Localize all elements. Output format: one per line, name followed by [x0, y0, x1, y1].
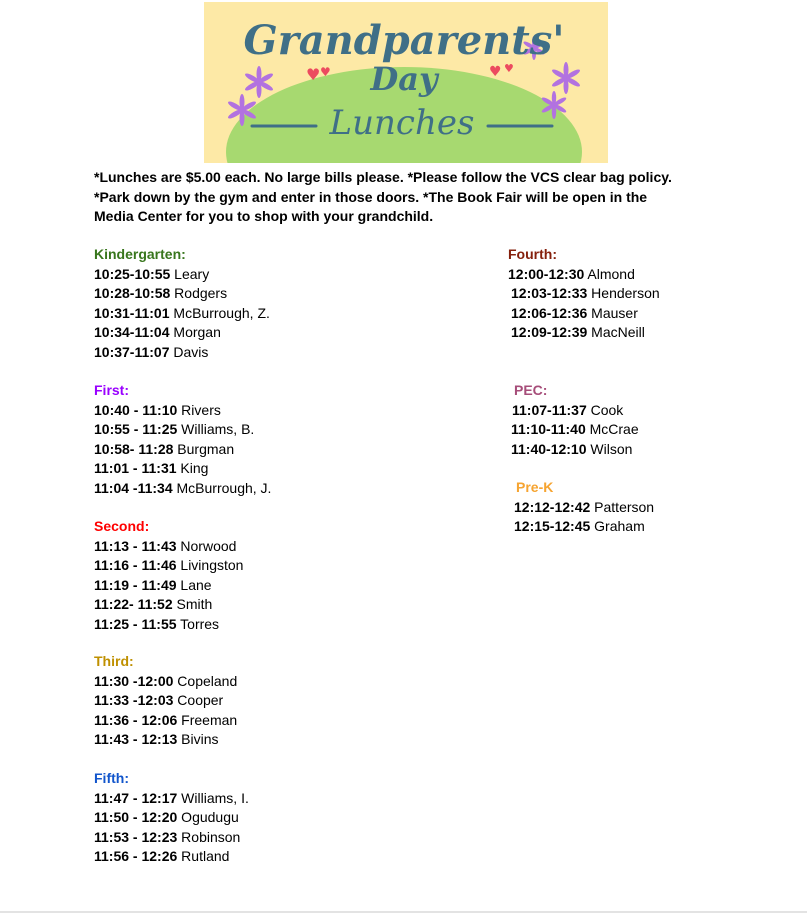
- time-slot: 12:03-12:33: [511, 285, 588, 301]
- time-slot: 11:07-11:37: [512, 401, 587, 418]
- teacher-name: Patterson: [590, 498, 655, 515]
- time-slot: 11:56 - 12:26: [94, 848, 178, 864]
- schedule-row: [511, 401, 639, 421]
- flower-icon: [551, 62, 581, 94]
- time-slot: 11:33 -12:03: [94, 692, 174, 708]
- banner-lunches: Lunches: [329, 103, 475, 143]
- teacher-name: McCrae: [585, 421, 639, 437]
- teacher-name: Lane: [176, 576, 212, 593]
- time-slot: 10:58- 11:28: [94, 440, 174, 457]
- teacher-name: Ogudugu: [177, 809, 239, 825]
- schedule-row: [94, 265, 270, 285]
- heart-icon: ♥: [489, 64, 502, 80]
- teacher-name: McBurrough, J.: [172, 479, 272, 496]
- time-slot: 11:43 - 12:13: [94, 731, 178, 747]
- teacher-name: Wilson: [586, 440, 633, 457]
- section-title: PEC:: [514, 382, 548, 398]
- schedule-row: [508, 284, 660, 304]
- time-slot: 10:55 - 11:25: [94, 421, 178, 437]
- schedule-row: [94, 789, 249, 809]
- teacher-name: King: [176, 460, 209, 476]
- schedule-row: [94, 440, 271, 460]
- schedule-row: [94, 304, 270, 324]
- teacher-name: Rodgers: [170, 285, 228, 301]
- schedule-row: [94, 479, 271, 499]
- time-slot: 12:09-12:39: [511, 324, 588, 340]
- teacher-name: Robinson: [177, 828, 241, 845]
- teacher-name: Almond: [584, 265, 635, 282]
- schedule-row: [94, 672, 237, 692]
- flower-icon: [244, 66, 274, 98]
- time-slot: 11:47 - 12:17: [94, 789, 178, 806]
- section-second: [94, 517, 243, 634]
- section-title: Third:: [94, 653, 134, 669]
- schedule-row: [94, 556, 243, 576]
- time-slot: 12:00-12:30: [508, 265, 585, 282]
- section-kindergarten: [94, 245, 270, 362]
- teacher-name: Williams, I.: [177, 789, 249, 806]
- schedule-row: [511, 420, 639, 440]
- schedule-row: [94, 420, 271, 440]
- schedule-row: [514, 517, 654, 537]
- teacher-name: Henderson: [587, 285, 660, 301]
- schedule-row: [94, 459, 271, 479]
- teacher-name: Williams, B.: [177, 421, 255, 437]
- schedule-row: [508, 323, 660, 343]
- time-slot: 10:25-10:55: [94, 265, 171, 282]
- schedule-row: [511, 440, 639, 460]
- section-title: Fourth:: [508, 246, 557, 262]
- teacher-name: Copeland: [173, 672, 238, 689]
- section-prek: [514, 478, 654, 537]
- banner-title: Grandparents': [243, 17, 565, 64]
- teacher-name: Morgan: [169, 324, 221, 340]
- time-slot: 11:01 - 11:31: [94, 460, 177, 476]
- teacher-name: MacNeill: [587, 324, 645, 340]
- teacher-name: Bivins: [177, 731, 219, 747]
- schedule-row: [94, 847, 249, 867]
- schedule-row: [94, 343, 270, 363]
- schedule-row: [514, 498, 654, 518]
- schedule-row: [94, 730, 237, 750]
- time-slot: 11:16 - 11:46: [94, 557, 177, 573]
- schedule-row: [94, 691, 237, 711]
- time-slot: 11:04 -11:34: [94, 479, 173, 496]
- intro-line: *Park down by the gym and enter in those doors. *The Book Fair will be open in the: [94, 188, 648, 205]
- section-first: [94, 381, 271, 498]
- time-slot: 12:12-12:42: [514, 498, 591, 515]
- teacher-name: Davis: [169, 343, 209, 360]
- time-slot: 11:25 - 11:55: [94, 615, 177, 632]
- banner-illustration: [204, 2, 608, 163]
- teacher-name: McBurrough, Z.: [169, 304, 270, 321]
- time-slot: 10:31-11:01: [94, 304, 170, 321]
- section-title: Second:: [94, 518, 150, 534]
- teacher-name: Freeman: [177, 711, 238, 728]
- section-third: [94, 652, 237, 750]
- teacher-name: Cook: [586, 401, 624, 418]
- teacher-name: Torres: [176, 615, 220, 632]
- schedule-row: [94, 615, 243, 635]
- time-slot: 11:36 - 12:06: [94, 711, 178, 728]
- time-slot: 11:50 - 12:20: [94, 809, 178, 825]
- time-slot: 10:34-11:04: [94, 324, 170, 340]
- teacher-name: Norwood: [176, 537, 237, 554]
- time-slot: 10:28-10:58: [94, 285, 171, 301]
- section-title: Kindergarten:: [94, 246, 186, 262]
- time-slot: 11:30 -12:00: [94, 672, 174, 689]
- time-slot: 12:15-12:45: [514, 518, 591, 534]
- teacher-name: Rivers: [177, 401, 221, 418]
- teacher-name: Livingston: [176, 557, 244, 573]
- section-fourth: [508, 245, 660, 343]
- time-slot: 10:37-11:07: [94, 343, 170, 360]
- teacher-name: Mauser: [587, 304, 638, 321]
- intro-text: [94, 168, 734, 227]
- teacher-name: Cooper: [173, 692, 224, 708]
- section-fifth: [94, 769, 249, 867]
- time-slot: 11:10-11:40: [511, 421, 586, 437]
- intro-line: *Lunches are $5.00 each. No large bills please. *Please follow the VCS clear bag policy.: [94, 169, 672, 185]
- schedule-row: [94, 828, 249, 848]
- heart-icon: ♥: [504, 62, 514, 75]
- section-pec: [511, 381, 639, 459]
- teacher-name: Smith: [172, 596, 213, 612]
- schedule-row: [94, 595, 243, 615]
- teacher-name: Leary: [170, 265, 210, 282]
- schedule-row: [94, 401, 271, 421]
- section-title: Fifth:: [94, 770, 129, 786]
- schedule-row: [508, 265, 660, 285]
- heart-icon: ♥: [306, 65, 321, 84]
- banner-subtitle: Day: [370, 60, 438, 98]
- teacher-name: Rutland: [177, 848, 230, 864]
- teacher-name: Burgman: [173, 440, 235, 457]
- section-title: First:: [94, 382, 129, 398]
- schedule-row: [94, 711, 237, 731]
- time-slot: 11:19 - 11:49: [94, 576, 177, 593]
- intro-line: Media Center for you to shop with your grandchild.: [94, 208, 434, 224]
- schedule-row: [94, 537, 243, 557]
- schedule-row: [94, 323, 270, 343]
- banner-image: [204, 2, 608, 163]
- time-slot: 12:06-12:36: [511, 304, 588, 321]
- teacher-name: Graham: [590, 518, 645, 534]
- time-slot: 11:53 - 12:23: [94, 828, 178, 845]
- time-slot: 11:22- 11:52: [94, 596, 173, 612]
- schedule-row: [508, 304, 660, 324]
- schedule-row: [94, 576, 243, 596]
- time-slot: 11:40-12:10: [511, 440, 587, 457]
- schedule-row: [94, 284, 270, 304]
- time-slot: 10:40 - 11:10: [94, 401, 178, 418]
- heart-icon: ♥: [320, 65, 331, 79]
- section-title: Pre-K: [516, 479, 554, 495]
- schedule-row: [94, 808, 249, 828]
- time-slot: 11:13 - 11:43: [94, 537, 177, 554]
